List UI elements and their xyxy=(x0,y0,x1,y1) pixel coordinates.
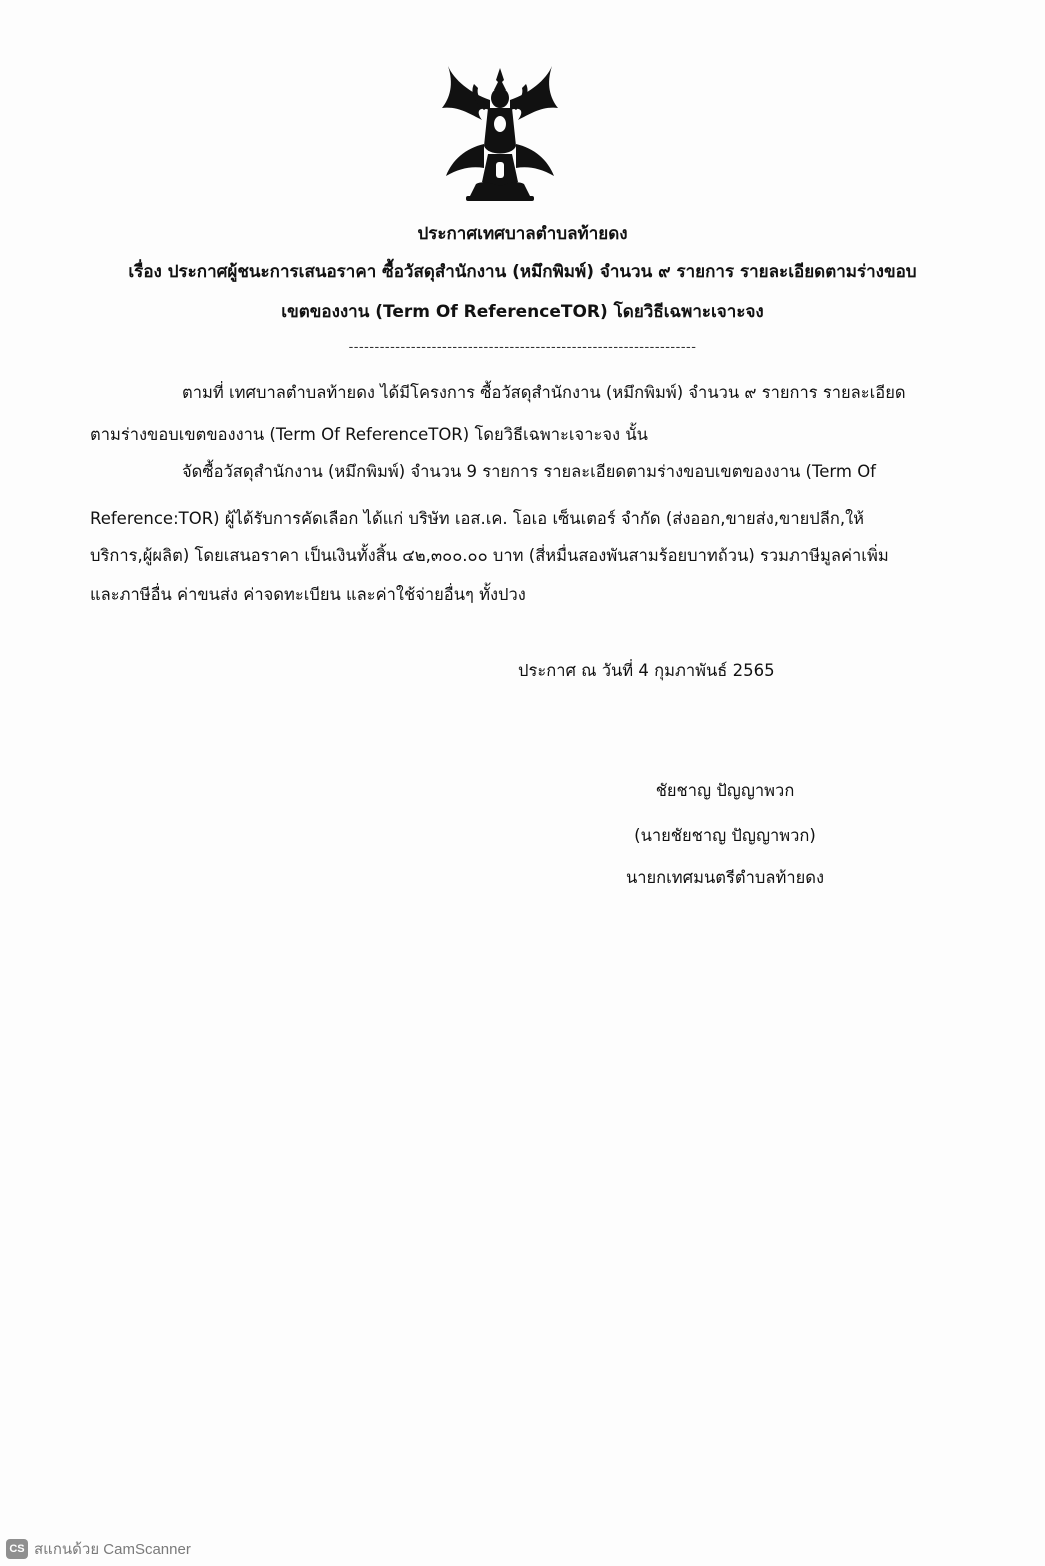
paragraph-1-line-1: ตามที่ เทศบาลตำบลท้ายดง ได้มีโครงการ ซื้อวัสดุสำนักงาน (หมึกพิมพ์) จำนวน ๙ รายการ รายละเอียด xyxy=(182,383,906,402)
subject-line-2: เขตของงาน (Term Of ReferenceTOR) โดยวิธีเฉพาะเจาะจง xyxy=(281,302,764,322)
paragraph-2-line-2: Reference:TOR) ผู้ได้รับการคัดเลือก ได้แก่ บริษัท เอส.เค. โอเอ เซ็นเตอร์ จำกัด (ส่งออก,ขายส่ง,ขายปลีก,ให้ xyxy=(90,509,865,528)
garuda-emblem-icon xyxy=(440,58,560,208)
signature-signed-name: ชัยชาญ ปัญญาพวก xyxy=(655,781,795,800)
announcement-date: ประกาศ ณ วันที่ 4 กุมภาพันธ์ 2565 xyxy=(518,661,775,680)
paragraph-2-line-3: บริการ,ผู้ผลิต) โดยเสนอราคา เป็นเงินทั้งสิ้น ๔๒,๓๐๐.๐๐ บาท (สี่หมื่นสองพันสามร้อยบาทถ้วน) รวมภาษีมูลค่าเพิ่ม xyxy=(90,546,889,565)
scanner-footer-text: สแกนด้วย CamScanner xyxy=(34,1541,191,1558)
announcement-title: ประกาศเทศบาลตำบลท้ายดง xyxy=(417,224,628,244)
subject-line-1: เรื่อง ประกาศผู้ชนะการเสนอราคา ซื้อวัสดุสำนักงาน (หมึกพิมพ์) จำนวน ๙ รายการ รายละเอียดตามร่างขอบ xyxy=(128,262,917,282)
paragraph-2-line-4: และภาษีอื่น ค่าขนส่ง ค่าจดทะเบียน และค่าใช้จ่ายอื่นๆ ทั้งปวง xyxy=(90,585,526,604)
paragraph-2-line-1: จัดซื้อวัสดุสำนักงาน (หมึกพิมพ์) จำนวน 9 รายการ รายละเอียดตามร่างขอบเขตของงาน (Term Of xyxy=(182,462,876,481)
camscanner-logo-icon: CS xyxy=(6,1539,28,1559)
paragraph-1-line-2: ตามร่างขอบเขตของงาน (Term Of ReferenceTOR) โดยวิธีเฉพาะเจาะจง นั้น xyxy=(90,425,648,444)
signature-position: นายกเทศมนตรีตำบลท้ายดง xyxy=(625,868,825,887)
scanner-footer xyxy=(6,1538,191,1560)
signature-printed-name: (นายชัยชาญ ปัญญาพวก) xyxy=(634,826,816,845)
separator-line: ------------------------------------------------------------------- xyxy=(348,340,697,355)
